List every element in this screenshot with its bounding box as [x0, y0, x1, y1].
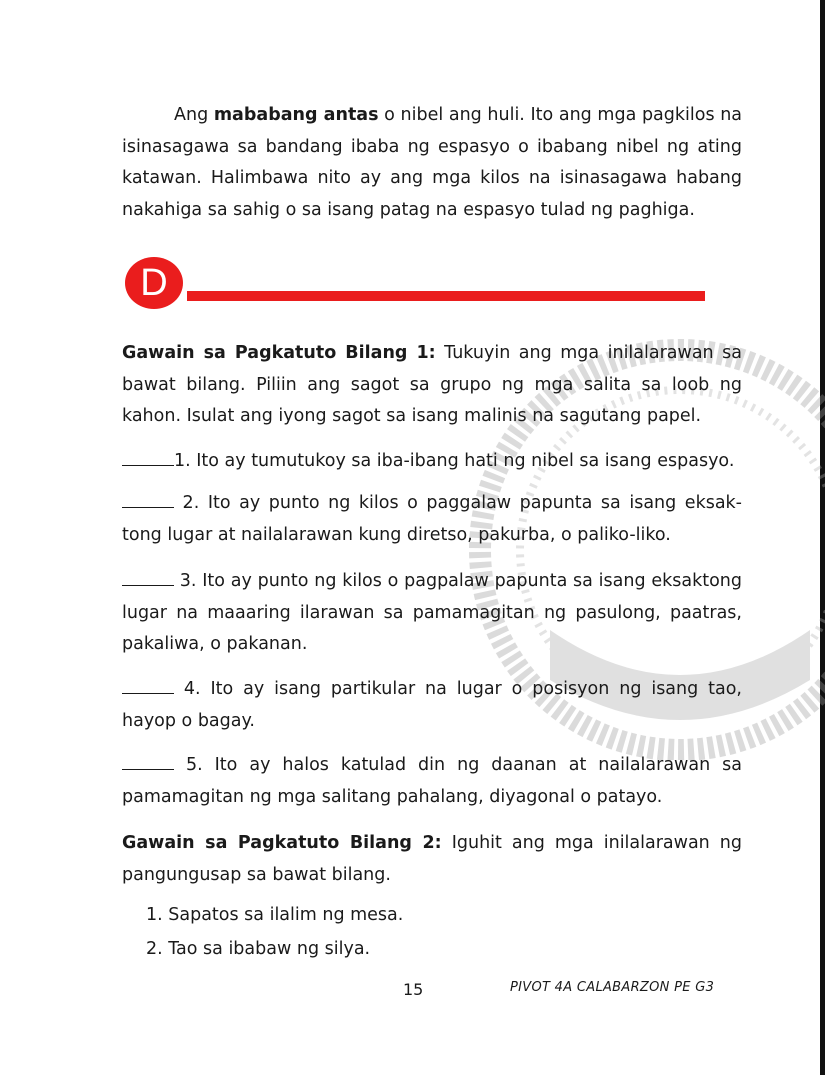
gawain2-label: Gawain sa Pagkatuto Bilang 2: [122, 833, 442, 853]
list-item [122, 488, 742, 551]
intro-prefix: Ang [174, 105, 214, 125]
intro-bold-term: mababang antas [213, 105, 379, 125]
section-divider [187, 291, 705, 301]
list-item [122, 674, 742, 737]
gawain1-text: Tukuyin ang mga inilalarawan sa bawat bilang. Piliin ang sagot sa grupo ng mga salita sa loob ng kahon. Isulat ang iyong sagot sa isang malinis na sagutang papel. [122, 343, 742, 426]
intro-paragraph [122, 100, 742, 226]
list-item [122, 566, 742, 661]
intro-rest: o nibel ang huli. Ito ang mga pagkilos na isinasagawa sa bandang ibaba ng espasyo o ibabang nibel ng ating katawan. Halimbawa nito ay ang mga kilos na isinasagawa habang nakahiga sa sahig o sa isang patag na espasyo tulad ng paghiga. [122, 105, 743, 220]
list-item [122, 750, 742, 813]
answer-blank [122, 675, 174, 694]
gawain2-text: Iguhit ang mga inilalarawan ng pangungusap sa bawat bilang. [122, 833, 742, 885]
page-number: 15 [403, 980, 424, 999]
list-item: 2. Tao sa ibabaw ng silya. [146, 939, 371, 959]
question-text: 5. Ito ay halos katulad din ng daanan at nailalarawan sa pamamagitan ng mga salitang pahalang, diyagonal o patayo. [122, 755, 742, 807]
question-text: 4. Ito ay isang partikular na lugar o posisyon ng isang tao, hayop o bagay. [122, 679, 742, 731]
section-letter-badge: D [125, 257, 183, 309]
gawain2-instructions [122, 828, 742, 891]
question-text: 2. Ito ay punto ng kilos o paggalaw papunta sa isang eksak-tong lugar at nailalarawan kung diretso, pakurba, o paliko-liko. [122, 493, 742, 545]
list-item: 1. Sapatos sa ilalim ng mesa. [146, 905, 404, 925]
gawain1-label: Gawain sa Pagkatuto Bilang 1: [122, 343, 436, 363]
question-text: 1. Ito ay tumutukoy sa iba-ibang hati ng nibel sa isang espasyo. [174, 451, 735, 471]
answer-blank [122, 489, 174, 508]
footer-title: PIVOT 4A CALABARZON PE G3 [510, 980, 715, 995]
section-header [125, 257, 705, 307]
gawain1-instructions [122, 338, 742, 433]
question-text: 3. Ito ay punto ng kilos o pagpalaw papunta sa isang eksaktong lugar na maaaring ilarawan sa pamamagitan ng pasulong, paatras, pakaliwa, o pakanan. [122, 571, 742, 654]
answer-blank [122, 447, 174, 466]
answer-blank [122, 567, 174, 586]
answer-blank [122, 751, 174, 770]
list-item [122, 446, 742, 478]
